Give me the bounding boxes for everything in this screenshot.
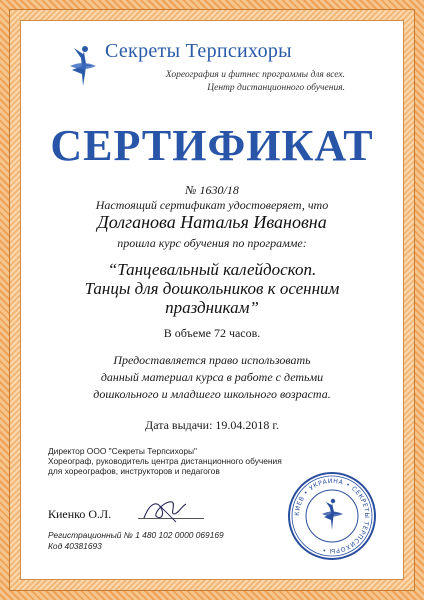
official-stamp bbox=[286, 470, 378, 562]
certificate-number: № 1630/18 bbox=[185, 183, 239, 197]
intro-text: Настоящий сертификат удостоверяет, что bbox=[95, 198, 329, 212]
rights-line: данный материал курса в работе с детьми bbox=[100, 370, 324, 384]
registration-number: Регистрационный № 1 480 102 0000 069169 bbox=[48, 530, 224, 540]
course-title bbox=[0, 260, 424, 317]
handwritten-signature bbox=[140, 496, 190, 524]
course-title-line: праздникам” bbox=[165, 298, 259, 317]
course-title-line: “Танцевальный калейдоскоп. bbox=[107, 260, 317, 279]
rights-line: Предоставляется право использовать bbox=[113, 353, 311, 367]
director-role-2: для хореографов, инструкторов и педагогов bbox=[48, 466, 220, 476]
rights-statement bbox=[0, 352, 424, 403]
director-title: Директор ООО "Секреты Терпсихоры" bbox=[48, 446, 198, 456]
stamp-ring-text: КИЕВ • УКРАИНА • СЕКРЕТЫ ТЕРПСИХОРЫ • bbox=[293, 477, 371, 555]
issue-date: Дата выдачи: 19.04.2018 г. bbox=[145, 418, 279, 432]
ballerina-logo-icon bbox=[66, 44, 100, 88]
course-hours: В объеме 72 часов. bbox=[163, 326, 261, 340]
signer-name: Киенко О.Л. bbox=[48, 507, 112, 521]
certificate-title: СЕРТИФИКАТ bbox=[50, 121, 374, 170]
program-intro: прошла курс обучения по программе: bbox=[117, 236, 307, 250]
director-role: Хореограф, руководитель центра дистанционного обучения bbox=[48, 456, 282, 466]
organization-tagline: Хореография и фитнес программы для всех. bbox=[165, 70, 345, 80]
course-title-line: Танцы для дошкольников к осенним bbox=[84, 279, 340, 298]
registration-info bbox=[48, 530, 224, 552]
organization-tagline-2: Центр дистанционного обучения. bbox=[207, 83, 345, 93]
rights-line: дошкольного и младшего школьного возраста. bbox=[93, 387, 331, 401]
organization-name: Секреты Терпсихоры bbox=[105, 40, 292, 62]
recipient-name: Долганова Наталья Ивановна bbox=[97, 212, 327, 232]
registration-code: Код 40381693 bbox=[48, 541, 102, 551]
